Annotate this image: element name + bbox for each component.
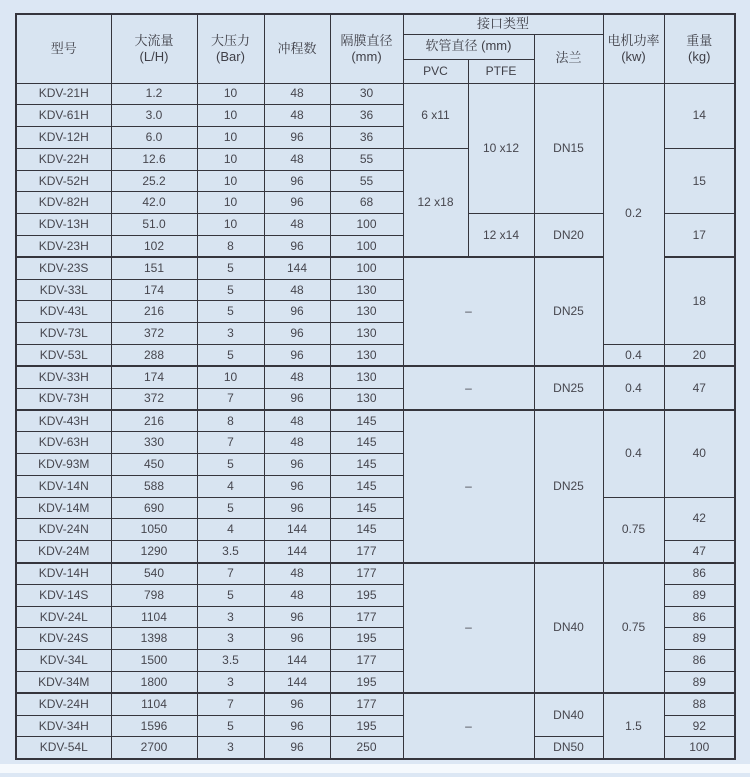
flange-cell: DN20 (534, 214, 603, 258)
flow-cell: 216 (111, 410, 197, 432)
flow-cell: 1050 (111, 519, 197, 541)
model-cell: KDV-34H (16, 715, 111, 737)
table-row (16, 366, 735, 388)
model-cell: KDV-73H (16, 388, 111, 410)
pressure-cell: 3.5 (197, 541, 264, 563)
diaphragm-cell: 68 (330, 192, 403, 214)
stroke-cell: 96 (264, 192, 330, 214)
pressure-cell: 10 (197, 366, 264, 388)
pressure-cell: 5 (197, 584, 264, 606)
pressure-cell: 5 (197, 497, 264, 519)
stroke-cell: 96 (264, 693, 330, 715)
flow-cell: 372 (111, 323, 197, 345)
flow-cell: 12.6 (111, 148, 197, 170)
motor-power-cell: 0.4 (603, 345, 664, 367)
header-diaphragm-diameter (330, 14, 403, 83)
pressure-cell: 3.5 (197, 650, 264, 672)
stroke-cell: 144 (264, 519, 330, 541)
diaphragm-cell: 30 (330, 83, 403, 105)
header-weight-unit: (kg) (688, 48, 711, 64)
diaphragm-cell: 100 (330, 257, 403, 279)
pressure-cell: 5 (197, 715, 264, 737)
motor-power-cell: 0.4 (603, 410, 664, 497)
weight-cell: 17 (664, 214, 735, 258)
flow-cell: 1500 (111, 650, 197, 672)
flow-cell: 1.2 (111, 83, 197, 105)
flow-cell: 102 (111, 236, 197, 258)
header-max-flow (111, 14, 197, 83)
model-cell: KDV-43L (16, 301, 111, 323)
pressure-cell: 3 (197, 672, 264, 694)
diaphragm-cell: 100 (330, 214, 403, 236)
diaphragm-cell: 250 (330, 737, 403, 759)
bottom-strip (0, 764, 750, 773)
flow-cell: 216 (111, 301, 197, 323)
header-motor-power (603, 14, 664, 83)
pressure-cell: 8 (197, 236, 264, 258)
flow-cell: 1800 (111, 672, 197, 694)
stroke-cell: 144 (264, 650, 330, 672)
pressure-cell: 10 (197, 170, 264, 192)
diaphragm-cell: 36 (330, 127, 403, 149)
diaphragm-cell: 177 (330, 693, 403, 715)
model-cell: KDV-61H (16, 105, 111, 127)
pressure-cell: 10 (197, 105, 264, 127)
pressure-cell: 7 (197, 563, 264, 585)
header-weight-title: 重量 (686, 32, 713, 48)
diaphragm-cell: 177 (330, 541, 403, 563)
pressure-cell: 5 (197, 279, 264, 301)
header-diaphragm-title: 隔膜直径 (340, 32, 393, 48)
flange-cell: DN15 (534, 83, 603, 214)
table-body (16, 83, 735, 759)
stroke-cell: 48 (264, 148, 330, 170)
pressure-cell: 7 (197, 432, 264, 454)
weight-cell: 89 (664, 584, 735, 606)
flow-cell: 588 (111, 475, 197, 497)
flow-cell: 1596 (111, 715, 197, 737)
flow-cell: 798 (111, 584, 197, 606)
header-max-flow-unit: (L/H) (139, 48, 169, 64)
flow-cell: 372 (111, 388, 197, 410)
header-ptfe: PTFE (468, 59, 534, 83)
model-cell: KDV-14H (16, 563, 111, 585)
table-row (16, 345, 735, 367)
flow-cell: 1398 (111, 628, 197, 650)
header-max-flow-title: 大流量 (134, 32, 174, 48)
hose-pvc-cell: 12 x18 (403, 148, 468, 257)
pressure-cell: 10 (197, 192, 264, 214)
pressure-cell: 10 (197, 83, 264, 105)
motor-power-cell: 0.75 (603, 497, 664, 562)
motor-power-cell: 0.2 (603, 83, 664, 345)
pressure-cell: 5 (197, 454, 264, 476)
pressure-cell: 5 (197, 257, 264, 279)
model-cell: KDV-14S (16, 584, 111, 606)
diaphragm-cell: 145 (330, 410, 403, 432)
pressure-cell: 5 (197, 301, 264, 323)
table-row (16, 410, 735, 432)
diaphragm-cell: 195 (330, 628, 403, 650)
header-flange: 法兰 (534, 34, 603, 83)
table-header (16, 14, 735, 83)
stroke-cell: 96 (264, 715, 330, 737)
motor-power-cell: 1.5 (603, 693, 664, 759)
stroke-cell: 96 (264, 628, 330, 650)
flow-cell: 288 (111, 345, 197, 367)
header-motor-power-title: 电机功率 (607, 32, 660, 48)
header-max-pressure-unit: (Bar) (216, 48, 245, 64)
weight-cell: 89 (664, 628, 735, 650)
diaphragm-cell: 195 (330, 715, 403, 737)
pressure-cell: 7 (197, 693, 264, 715)
model-cell: KDV-24N (16, 519, 111, 541)
diaphragm-cell: 130 (330, 345, 403, 367)
weight-cell: 40 (664, 410, 735, 497)
model-cell: KDV-22H (16, 148, 111, 170)
stroke-cell: 96 (264, 236, 330, 258)
stroke-cell: 48 (264, 584, 330, 606)
pressure-cell: 10 (197, 214, 264, 236)
diaphragm-cell: 145 (330, 475, 403, 497)
stroke-cell: 96 (264, 475, 330, 497)
stroke-cell: 96 (264, 323, 330, 345)
diaphragm-cell: 195 (330, 672, 403, 694)
model-cell: KDV-24L (16, 606, 111, 628)
hose-merged-cell: – (403, 410, 534, 563)
model-cell: KDV-53L (16, 345, 111, 367)
diaphragm-cell: 36 (330, 105, 403, 127)
diaphragm-cell: 130 (330, 388, 403, 410)
flange-cell: DN40 (534, 693, 603, 737)
weight-cell: 88 (664, 693, 735, 715)
model-cell: KDV-23H (16, 236, 111, 258)
model-cell: KDV-24H (16, 693, 111, 715)
flow-cell: 1290 (111, 541, 197, 563)
header-max-pressure-title: 大压力 (210, 32, 250, 48)
flow-cell: 42.0 (111, 192, 197, 214)
model-cell: KDV-24S (16, 628, 111, 650)
weight-cell: 47 (664, 366, 735, 410)
model-cell: KDV-12H (16, 127, 111, 149)
pressure-cell: 10 (197, 148, 264, 170)
weight-cell: 42 (664, 497, 735, 541)
weight-cell: 89 (664, 672, 735, 694)
flange-cell: DN40 (534, 563, 603, 694)
flow-cell: 151 (111, 257, 197, 279)
flow-cell: 6.0 (111, 127, 197, 149)
flow-cell: 174 (111, 279, 197, 301)
header-model: 型号 (16, 14, 111, 83)
stroke-cell: 144 (264, 672, 330, 694)
stroke-cell: 96 (264, 170, 330, 192)
flow-cell: 174 (111, 366, 197, 388)
header-motor-power-unit: (kw) (621, 48, 646, 64)
diaphragm-cell: 55 (330, 148, 403, 170)
pressure-cell: 3 (197, 606, 264, 628)
pressure-cell: 3 (197, 323, 264, 345)
hose-merged-cell: – (403, 563, 534, 694)
stroke-cell: 48 (264, 83, 330, 105)
diaphragm-cell: 145 (330, 519, 403, 541)
model-cell: KDV-14N (16, 475, 111, 497)
diaphragm-cell: 130 (330, 323, 403, 345)
diaphragm-cell: 145 (330, 432, 403, 454)
model-cell: KDV-23S (16, 257, 111, 279)
diaphragm-cell: 145 (330, 454, 403, 476)
diaphragm-cell: 130 (330, 279, 403, 301)
flow-cell: 25.2 (111, 170, 197, 192)
model-cell: KDV-34L (16, 650, 111, 672)
weight-cell: 86 (664, 563, 735, 585)
weight-cell: 47 (664, 541, 735, 563)
stroke-cell: 96 (264, 606, 330, 628)
pressure-cell: 7 (197, 388, 264, 410)
table-row (16, 563, 735, 585)
flange-cell: DN25 (534, 410, 603, 563)
hose-pvc-cell: 6 x11 (403, 83, 468, 148)
pressure-cell: 4 (197, 519, 264, 541)
weight-cell: 86 (664, 650, 735, 672)
model-cell: KDV-24M (16, 541, 111, 563)
model-cell: KDV-43H (16, 410, 111, 432)
stroke-cell: 48 (264, 279, 330, 301)
table-row (16, 693, 735, 715)
stroke-cell: 96 (264, 127, 330, 149)
flange-cell: DN25 (534, 257, 603, 366)
table-row (16, 497, 735, 519)
hose-ptfe-cell: 10 x12 (468, 83, 534, 214)
stroke-cell: 48 (264, 563, 330, 585)
stroke-cell: 96 (264, 454, 330, 476)
stroke-cell: 96 (264, 737, 330, 759)
diaphragm-cell: 130 (330, 366, 403, 388)
diaphragm-cell: 55 (330, 170, 403, 192)
flange-cell: DN50 (534, 737, 603, 759)
pressure-cell: 3 (197, 628, 264, 650)
weight-cell: 14 (664, 83, 735, 148)
diaphragm-cell: 130 (330, 301, 403, 323)
diaphragm-cell: 100 (330, 236, 403, 258)
diaphragm-cell: 177 (330, 650, 403, 672)
weight-cell: 20 (664, 345, 735, 367)
stroke-cell: 144 (264, 541, 330, 563)
stroke-cell: 48 (264, 410, 330, 432)
model-cell: KDV-13H (16, 214, 111, 236)
spec-table (15, 13, 736, 760)
header-interface-type: 接口类型 (403, 14, 603, 34)
flow-cell: 51.0 (111, 214, 197, 236)
model-cell: KDV-34M (16, 672, 111, 694)
model-cell: KDV-73L (16, 323, 111, 345)
motor-power-cell: 0.75 (603, 563, 664, 694)
diaphragm-cell: 177 (330, 606, 403, 628)
flange-cell: DN25 (534, 366, 603, 410)
pressure-cell: 8 (197, 410, 264, 432)
weight-cell: 100 (664, 737, 735, 759)
header-max-pressure (197, 14, 264, 83)
model-cell: KDV-14M (16, 497, 111, 519)
stroke-cell: 96 (264, 301, 330, 323)
weight-cell: 18 (664, 257, 735, 344)
hose-merged-cell: – (403, 693, 534, 759)
header-stroke-count: 冲程数 (264, 14, 330, 83)
table-row (16, 83, 735, 105)
pressure-cell: 3 (197, 737, 264, 759)
weight-cell: 86 (664, 606, 735, 628)
flow-cell: 3.0 (111, 105, 197, 127)
weight-cell: 92 (664, 715, 735, 737)
pressure-cell: 4 (197, 475, 264, 497)
header-hose-diameter: 软管直径 (mm) (403, 34, 534, 59)
stroke-cell: 48 (264, 432, 330, 454)
stroke-cell: 48 (264, 214, 330, 236)
stroke-cell: 96 (264, 388, 330, 410)
stroke-cell: 48 (264, 366, 330, 388)
hose-merged-cell: – (403, 366, 534, 410)
pressure-cell: 10 (197, 127, 264, 149)
model-cell: KDV-52H (16, 170, 111, 192)
model-cell: KDV-33H (16, 366, 111, 388)
diaphragm-cell: 145 (330, 497, 403, 519)
stroke-cell: 96 (264, 345, 330, 367)
pressure-cell: 5 (197, 345, 264, 367)
stroke-cell: 96 (264, 497, 330, 519)
stroke-cell: 144 (264, 257, 330, 279)
flow-cell: 1104 (111, 693, 197, 715)
diaphragm-cell: 177 (330, 563, 403, 585)
diaphragm-cell: 195 (330, 584, 403, 606)
hose-ptfe-cell: 12 x14 (468, 214, 534, 258)
model-cell: KDV-54L (16, 737, 111, 759)
flow-cell: 690 (111, 497, 197, 519)
model-cell: KDV-63H (16, 432, 111, 454)
model-cell: KDV-93M (16, 454, 111, 476)
model-cell: KDV-21H (16, 83, 111, 105)
stroke-cell: 48 (264, 105, 330, 127)
flow-cell: 540 (111, 563, 197, 585)
header-diaphragm-unit: (mm) (351, 48, 382, 64)
flow-cell: 450 (111, 454, 197, 476)
motor-power-cell: 0.4 (603, 366, 664, 410)
flow-cell: 330 (111, 432, 197, 454)
weight-cell: 15 (664, 148, 735, 213)
model-cell: KDV-33L (16, 279, 111, 301)
flow-cell: 1104 (111, 606, 197, 628)
header-weight (664, 14, 735, 83)
header-pvc: PVC (403, 59, 468, 83)
flow-cell: 2700 (111, 737, 197, 759)
hose-merged-cell: – (403, 257, 534, 366)
model-cell: KDV-82H (16, 192, 111, 214)
